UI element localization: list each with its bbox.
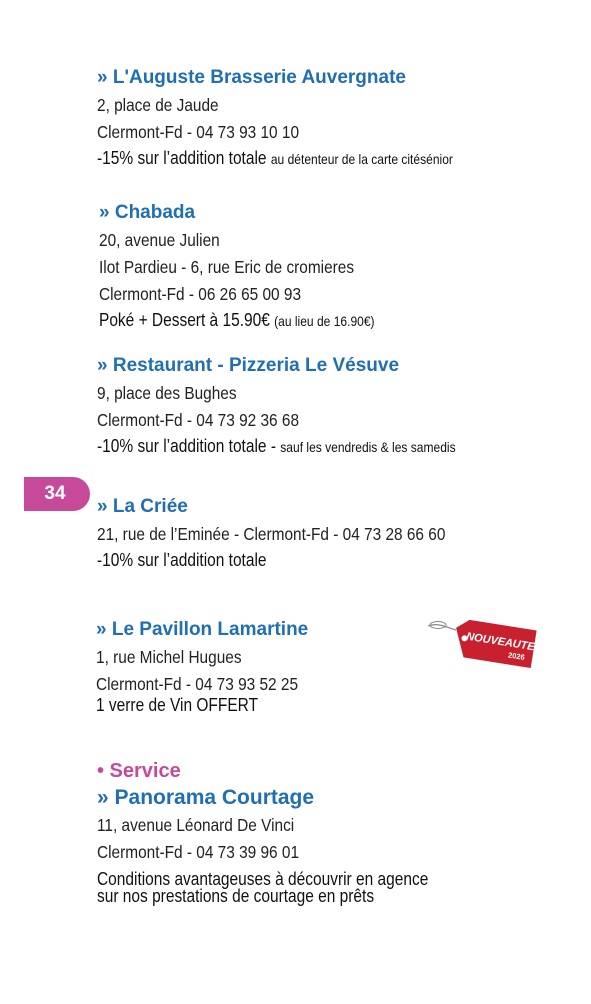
service-heading: • Service (97, 760, 181, 782)
offer-note: (au lieu de 16.90€) (274, 313, 375, 329)
entry-title: » Le Pavillon Lamartine (96, 619, 309, 640)
offer-main: -15% sur l’addition totale (97, 148, 267, 168)
entry-address: 11, avenue Léonard De Vinci (97, 815, 295, 835)
offer-note: au détenteur de la carte citésénior (270, 151, 453, 167)
entry-vesuve (97, 354, 514, 460)
tag-year: 2026 (507, 650, 526, 662)
entry-city-phone: Clermont-Fd - 04 73 93 52 25 (96, 674, 299, 694)
entry-address: 1, rue Michel Hugues (96, 647, 242, 667)
page-number-badge: 34 (24, 477, 90, 511)
entry-city-phone: Clermont-Fd - 06 26 65 00 93 (99, 284, 302, 304)
entry-title: » Chabada (99, 202, 196, 223)
offer-main: -10% sur l’addition totale - (97, 436, 276, 456)
entry-chabada (99, 201, 419, 334)
service-section (97, 758, 482, 905)
entry-offer (99, 308, 375, 334)
entry-lauguste (97, 66, 511, 172)
entry-offer (97, 146, 453, 172)
entry-la-criee (97, 495, 493, 573)
entry-address-city-phone: 21, rue de l’Eminée - Clermont-Fd - 04 73 28 66 60 (97, 524, 446, 544)
offer-main: Poké + Dessert à 15.90€ (99, 310, 270, 330)
tag-label: NOUVEAUTE (465, 630, 536, 654)
entry-title: » Panorama Courtage (97, 786, 315, 809)
entry-city-phone: Clermont-Fd - 04 73 39 96 01 (97, 842, 300, 862)
entry-title: » L'Auguste Brasserie Auvergnate (97, 67, 406, 88)
new-tag-icon (426, 614, 538, 670)
entry-offer (97, 434, 456, 460)
entry-title: » La Criée (97, 496, 188, 517)
entry-pavillon-lamartine (96, 618, 326, 714)
entry-city-phone: Clermont-Fd - 04 73 93 10 10 (97, 122, 300, 142)
entry-address: 9, place des Bughes (97, 383, 237, 403)
entry-address: 2, place de Jaude (97, 95, 219, 115)
entry-address-2: Ilot Pardieu - 6, rue Eric de cromieres (99, 257, 355, 277)
entry-offer-line-1: Conditions avantageuses à découvrir en agence (97, 869, 429, 889)
entry-offer: 1 verre de Vin OFFERT (96, 695, 259, 715)
entry-address-1: 20, avenue Julien (99, 230, 220, 250)
entry-offer-line-2: sur nos prestations de courtage en prêts (97, 886, 375, 906)
entry-city-phone: Clermont-Fd - 04 73 92 36 68 (97, 410, 300, 430)
entry-offer: -10% sur l’addition totale (97, 550, 267, 570)
offer-note: sauf les vendredis & les samedis (280, 439, 456, 455)
entry-title: » Restaurant - Pizzeria Le Vésuve (97, 355, 400, 376)
